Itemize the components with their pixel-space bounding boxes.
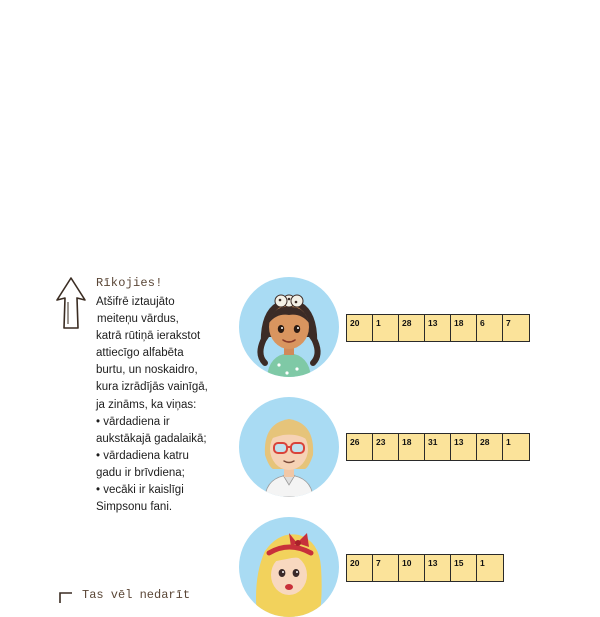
- code-cell[interactable]: 6: [477, 315, 503, 341]
- instruction-line: attiecīgo alfabēta: [96, 347, 184, 360]
- code-cell[interactable]: 28: [399, 315, 425, 341]
- girl-dark-hair-icon: [239, 277, 339, 377]
- instruction-line: kura izrādījās vainīgā,: [96, 381, 208, 394]
- code-row-1: [346, 314, 530, 342]
- code-cell[interactable]: 1: [480, 558, 485, 568]
- code-cell[interactable]: 18: [451, 315, 477, 341]
- instruction-line: burtu, un noskaidro,: [96, 364, 198, 377]
- corner-bracket-icon: [58, 591, 74, 603]
- code-cell[interactable]: 13: [451, 434, 477, 460]
- code-row-3: [346, 554, 504, 582]
- instruction-line: Simpsonu fani.: [96, 501, 173, 514]
- instruction-line: katrā rūtiņā ierakstot: [96, 330, 201, 343]
- code-cell[interactable]: 1: [373, 315, 399, 341]
- girl-blond-bow-icon: [239, 517, 339, 617]
- instruction-line: aukstākajā gadalaikā;: [96, 432, 207, 445]
- instruction-line: • vārdadiena katru: [96, 449, 189, 462]
- instruction-line: • vārdadiena ir: [96, 415, 170, 428]
- code-cell[interactable]: 13: [425, 315, 451, 341]
- code-cell[interactable]: 1: [506, 437, 511, 447]
- code-cell[interactable]: 23: [373, 434, 399, 460]
- bottom-heading: Tas vēl nedarīt: [82, 588, 191, 602]
- code-cell[interactable]: 10: [399, 555, 425, 581]
- instruction-line: Atšifrē iztaujāto: [96, 296, 175, 308]
- code-cell[interactable]: 13: [425, 555, 451, 581]
- code-cell[interactable]: 15: [451, 555, 477, 581]
- up-arrow-icon: [54, 276, 88, 330]
- code-cell[interactable]: 31: [425, 434, 451, 460]
- instruction-line: ja zināms, ka viņas:: [96, 398, 197, 411]
- instructions-text: [96, 294, 236, 516]
- code-row-2: [346, 433, 530, 461]
- instruction-line: meiteņu vārdus,: [97, 313, 179, 326]
- code-cell[interactable]: 20: [347, 315, 373, 341]
- girl-blond-glasses-icon: [239, 397, 339, 497]
- code-cell[interactable]: 18: [399, 434, 425, 460]
- code-cell[interactable]: 7: [506, 318, 511, 328]
- task-heading: Rīkojies!: [96, 276, 163, 290]
- instruction-line: • vecāki ir kaislīgi: [96, 484, 184, 497]
- instruction-line: gadu ir brīvdiena;: [96, 466, 185, 479]
- code-cell[interactable]: 28: [477, 434, 503, 460]
- code-cell[interactable]: 26: [347, 434, 373, 460]
- code-cell[interactable]: 7: [373, 555, 399, 581]
- code-cell[interactable]: 20: [347, 555, 373, 581]
